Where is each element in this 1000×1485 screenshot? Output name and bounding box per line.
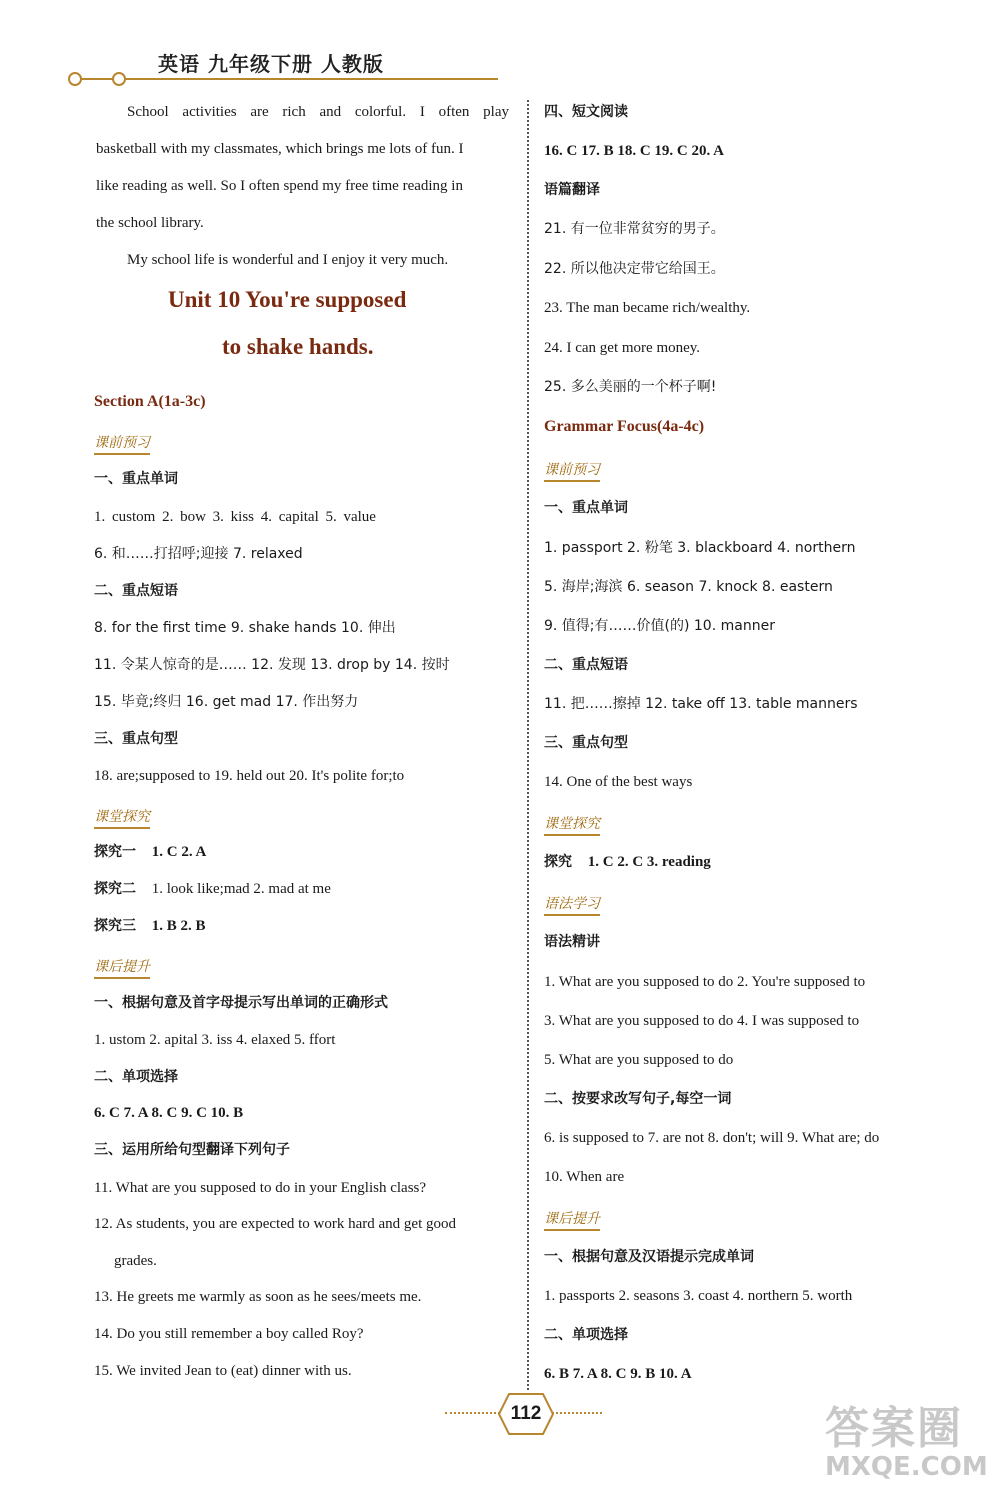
essay-line: basketball with my classmates, which brings me lots of fun. I: [96, 141, 464, 157]
explore-label: 探究三: [94, 918, 136, 934]
unit-title: Unit 10 You're supposed: [168, 287, 407, 312]
subheading: 语法精讲: [544, 934, 600, 950]
tag-after: 课后提升: [94, 956, 150, 976]
footer-dots: [445, 1412, 500, 1414]
tag-preview: 课前预习: [94, 432, 150, 452]
answer-line: 13. He greets me warmly as soon as he sees/meets me.: [94, 1289, 422, 1305]
answer-line: 1. passport 2. 粉笔 3. blackboard 4. northern: [544, 540, 856, 556]
page-number: [503, 1395, 549, 1433]
subheading: 一、重点单词: [544, 500, 628, 516]
tag-preview: 课前预习: [544, 459, 600, 479]
answer-line: 8. for the first time 9. shake hands 10. 伸出: [94, 620, 396, 636]
answer-line: 14. Do you still remember a boy called Roy?: [94, 1326, 364, 1342]
answer-line: 1. passports 2. seasons 3. coast 4. northern 5. worth: [544, 1288, 853, 1304]
answer-line: grades.: [114, 1253, 157, 1269]
subheading: 二、单项选择: [544, 1327, 628, 1343]
answer-line: 6. B 7. A 8. C 9. B 10. A: [544, 1366, 692, 1382]
subheading: 语篇翻译: [544, 182, 600, 198]
answer-line: 11. 把……擦掉 12. take off 13. table manners: [544, 696, 858, 712]
explore-row: [544, 852, 711, 872]
answer-line: 11. 令某人惊奇的是…… 12. 发现 13. drop by 14. 按时: [94, 657, 450, 673]
subheading: 二、重点短语: [544, 657, 628, 673]
explore-answer: 1. B 2. B: [151, 918, 206, 934]
watermark-top: 答案圈: [825, 1403, 963, 1454]
answer-line: 5. What are you supposed to do: [544, 1052, 734, 1068]
subheading: 三、运用所给句型翻译下列句子: [94, 1142, 290, 1158]
subheading: 一、根据句意及汉语提示完成单词: [544, 1249, 754, 1265]
answer-line: 1. custom 2. bow 3. kiss 4. capital 5. value: [94, 509, 376, 525]
answer-line: 12. As students, you are expected to work hard and get good: [94, 1216, 456, 1232]
explore-answer: 1. C 2. C 3. reading: [587, 854, 711, 870]
answer-line: 5. 海岸;海滨 6. season 7. knock 8. eastern: [544, 579, 833, 595]
answer-line: 15. We invited Jean to (eat) dinner with us.: [94, 1363, 352, 1379]
explore-label: 探究: [544, 854, 572, 870]
header-ornament: [68, 72, 82, 86]
answer-line: 18. are;supposed to 19. held out 20. It's polite for;to: [94, 768, 405, 784]
answer-line: 1. What are you supposed to do 2. You're supposed to: [544, 974, 866, 990]
tag-class: 课堂探究: [94, 806, 150, 826]
subheading: 二、重点短语: [94, 583, 178, 599]
answer-line: 21. 有一位非常贫穷的男子。: [544, 221, 725, 237]
answer-line: 6. is supposed to 7. are not 8. don't; will 9. What are; do: [544, 1130, 880, 1146]
answer-line: 15. 毕竟;终归 16. get mad 17. 作出努力: [94, 694, 359, 710]
answer-line: 16. C 17. B 18. C 19. C 20. A: [544, 143, 725, 159]
subheading: 一、重点单词: [94, 471, 178, 487]
answer-line: 3. What are you supposed to do 4. I was supposed to: [544, 1013, 860, 1029]
explore-row: [94, 842, 206, 862]
section-heading: Grammar Focus(4a-4c): [544, 418, 705, 435]
explore-answer: 1. C 2. A: [151, 844, 207, 860]
tag-class: 课堂探究: [544, 813, 600, 833]
answer-line: 11. What are you supposed to do in your English class?: [94, 1180, 427, 1196]
explore-label: 探究二: [94, 881, 136, 897]
essay-line: like reading as well. So I often spend my free time reading in: [96, 178, 463, 194]
unit-title: to shake hands.: [222, 334, 374, 359]
subheading: 二、按要求改写句子,每空一词: [544, 1091, 732, 1107]
subheading: 一、根据句意及首字母提示写出单词的正确形式: [94, 995, 388, 1011]
answer-line: 24. I can get more money.: [544, 340, 701, 356]
answer-line: 1. ustom 2. apital 3. iss 4. elaxed 5. ffort: [94, 1032, 336, 1048]
subheading: 三、重点句型: [544, 735, 628, 751]
essay-line: the school library.: [96, 215, 204, 231]
column-divider: [527, 100, 529, 1390]
answer-line: 23. The man became rich/wealthy.: [544, 300, 751, 316]
answer-line: 6. 和……打招呼;迎接 7. relaxed: [94, 546, 303, 562]
answer-line: 14. One of the best ways: [544, 774, 693, 790]
watermark: [825, 1392, 988, 1482]
answer-line: 22. 所以他决定带它给国王。: [544, 261, 725, 277]
subheading: 二、单项选择: [94, 1069, 178, 1085]
tag-after: 课后提升: [544, 1208, 600, 1228]
essay-line: School activities are rich and colorful. I often play: [127, 104, 509, 120]
book-title: 英语 九年级下册 人教版: [158, 52, 384, 76]
explore-answer: 1. look like;mad 2. mad at me: [151, 881, 331, 897]
essay-line: My school life is wonderful and I enjoy it very much.: [127, 252, 449, 268]
explore-label: 探究一: [94, 844, 136, 860]
answer-line: 9. 值得;有……价值(的) 10. manner: [544, 618, 775, 634]
answer-line: 10. When are: [544, 1169, 625, 1185]
explore-row: [94, 879, 331, 899]
answer-line: 6. C 7. A 8. C 9. C 10. B: [94, 1105, 244, 1121]
watermark-bottom: MXQE.COM: [825, 1452, 988, 1482]
page-header: [0, 40, 1000, 100]
header-rule: [78, 78, 498, 80]
subheading: 四、短文阅读: [544, 104, 628, 120]
page-number-text: 112: [510, 1403, 542, 1424]
header-ornament: [112, 72, 126, 86]
tag-grammar: 语法学习: [544, 893, 600, 913]
explore-row: [94, 916, 206, 936]
answer-line: 25. 多么美丽的一个杯子啊!: [544, 379, 717, 395]
section-heading: Section A(1a-3c): [94, 393, 206, 410]
footer-dots: [552, 1412, 602, 1414]
subheading: 三、重点句型: [94, 731, 178, 747]
